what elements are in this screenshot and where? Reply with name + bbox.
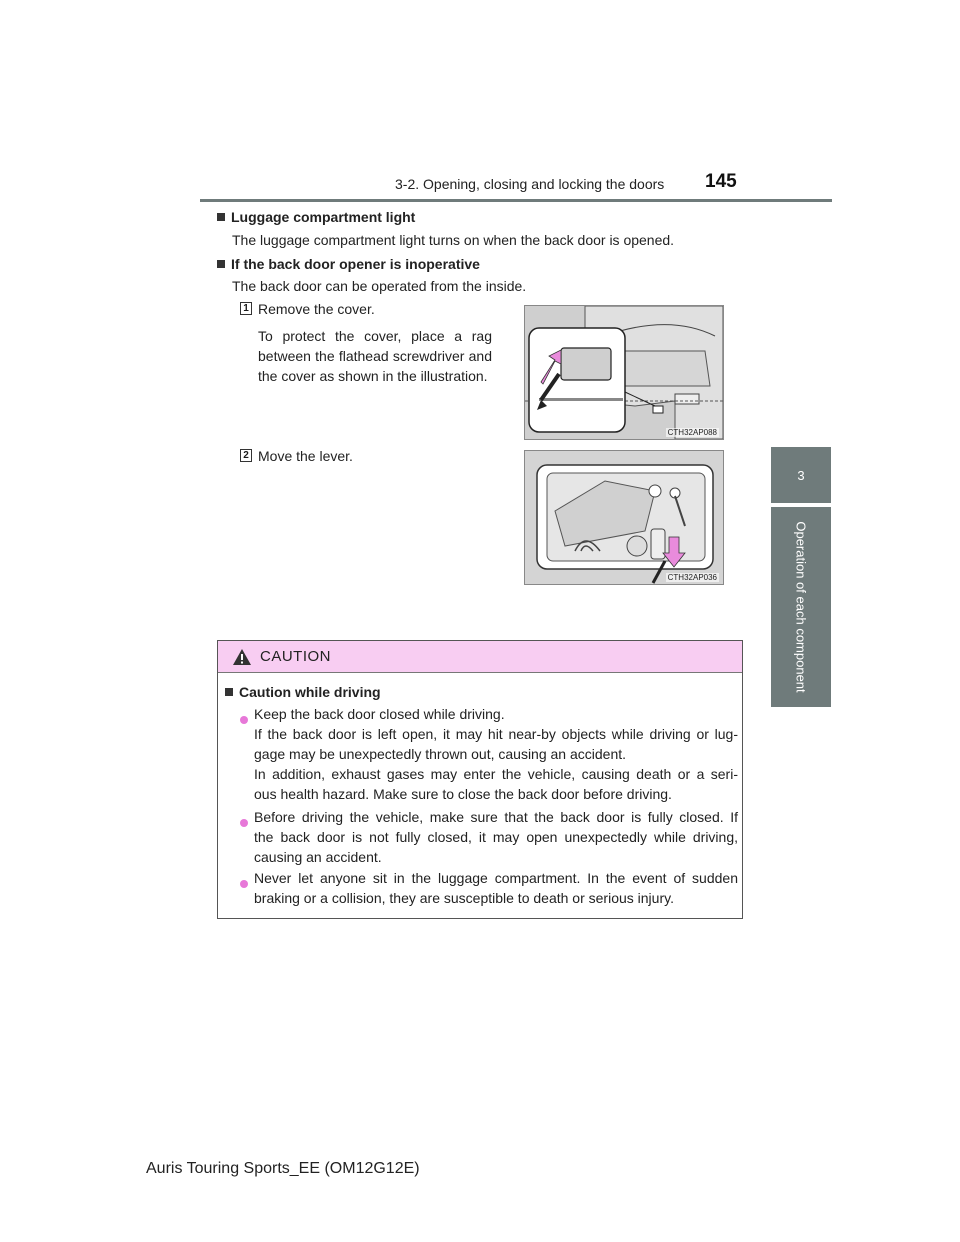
figure-remove-cover (524, 305, 724, 440)
caution-item (240, 875, 248, 893)
figure-code: CTH32AP088 (667, 428, 717, 437)
caution-item-text: Keep the back door closed while driving. If the back door is left open, it may hit near-by objects while driving or lug- gage may be unexpectedly thrown out, causing an accident. In addition, exhaust gases may enter the vehicle, causing death or a seri- ous health hazard. Make sure to close the back door before driving. (254, 706, 738, 802)
step-2-text: Move the lever. (258, 448, 353, 464)
square-bullet-icon (225, 688, 233, 696)
back-door-illustration (525, 306, 723, 439)
round-bullet-icon (240, 880, 248, 888)
caution-item (240, 711, 248, 729)
round-bullet-icon (240, 716, 248, 724)
step-number-box: 2 (240, 449, 252, 462)
figure-move-lever (524, 450, 724, 585)
luggage-light-text: The luggage compartment light turns on when the back door is opened. (232, 232, 675, 248)
luggage-light-heading: Luggage compartment light (217, 209, 415, 225)
manual-id: Auris Touring Sports_EE (OM12G12E) (146, 1160, 420, 1177)
header-rule (200, 199, 832, 202)
caution-item (240, 814, 248, 832)
figure-code: CTH32AP036 (667, 573, 717, 582)
lever-illustration (525, 451, 723, 584)
chapter-title: Operation of each component (793, 521, 809, 693)
step-1-text: Remove the cover. (258, 301, 375, 317)
caution-header (218, 641, 742, 673)
caution-item-text: Never let anyone sit in the luggage compartment. In the event of sudden braking or a collision, they are susceptible to death or serious injury. (254, 870, 738, 906)
opener-inoperative-heading: If the back door opener is inoperative (217, 256, 480, 272)
warning-triangle-icon (232, 648, 252, 666)
opener-inoperative-text: The back door can be operated from the inside. (232, 278, 527, 294)
caution-box (217, 640, 743, 919)
square-bullet-icon (217, 260, 225, 268)
step-number-box: 1 (240, 302, 252, 315)
chapter-number-tab (771, 447, 831, 503)
chapter-number: 3 (797, 467, 805, 483)
section-title: 3-2. Opening, closing and locking the doors (395, 176, 665, 192)
round-bullet-icon (240, 819, 248, 827)
caution-item-text: Before driving the vehicle, make sure that the back door is fully closed. If the back door is not fully closed, it may open unexpectedly while driving, causing an accident. (254, 809, 738, 865)
caution-heading: Caution while driving (225, 684, 381, 700)
square-bullet-icon (217, 213, 225, 221)
caution-title: CAUTION (260, 648, 331, 665)
chapter-title-tab (771, 507, 831, 707)
step-1-detail: To protect the cover, place a rag between the flathead screwdriver and the cover as shown in the illustration. (258, 328, 492, 384)
page-number: 145 (705, 171, 737, 192)
